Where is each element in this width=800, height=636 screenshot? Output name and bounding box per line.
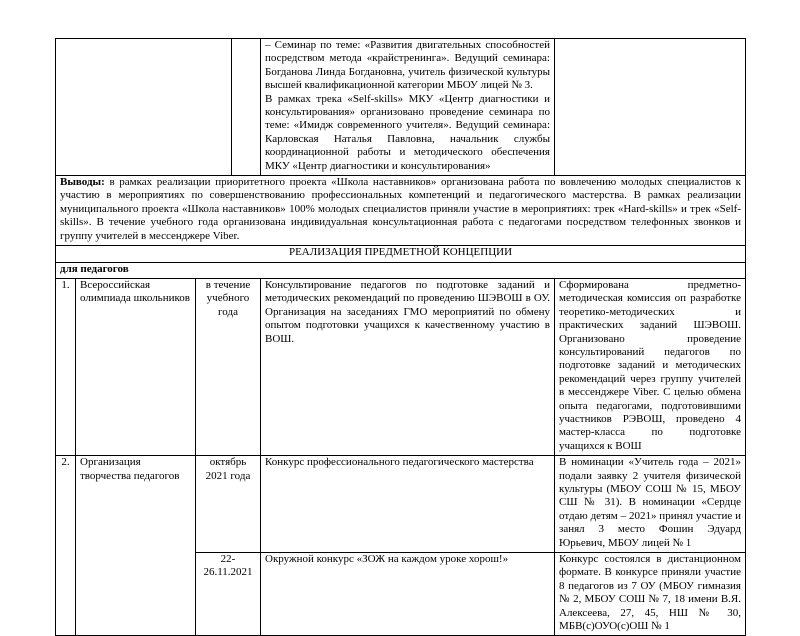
- cell-row1-result: Сформирована предметно-методическая комиссия оп разработке теоретико-методических и практических заданий ШЭВОШ. Организовано проведение консультирований педагогов по подготовке заданий и методических рекомендаций через группу учителей в мессенджере Viber. С целью обмена опыта педагогами, подготовившими участников РЭВОШ, проведено 4 мастер-класса по подготовке учащихся к ВОШ: [555, 278, 746, 455]
- cell-row1-name: Всероссийская олимпиада школьников: [76, 278, 196, 455]
- cell-empty-right: [555, 39, 746, 176]
- conclusions-row: [56, 176, 746, 246]
- cell-row2-number: 2.: [56, 456, 76, 636]
- cell-row2b-period: 22-26.11.2021: [196, 553, 261, 636]
- section-title-row: [56, 246, 746, 262]
- report-table: [55, 38, 746, 636]
- seminar-paragraph: – Семинар по теме: «Развития двигательных способностей посредством метода «крайстренинга». Ведущий семинара: Богданова Линда Богдановна, учитель физической культуры высшей квалификационной категории МБОУ лицей № 3.: [265, 39, 550, 92]
- cell-row2a-period: октябрь 2021 года: [196, 456, 261, 553]
- subsection-title: для педагогов: [56, 262, 746, 278]
- cell-row2b-activity: Окружной конкурс «ЗОЖ на каждом уроке хорош!»: [261, 553, 555, 636]
- cell-conclusions: [56, 176, 746, 246]
- cell-empty-left: [56, 39, 232, 176]
- cell-row1-number: 1.: [56, 278, 76, 455]
- conclusions-text: в рамках реализации приоритетного проекта «Школа наставников» организована работа по вовлечению молодых специалистов к участию в мероприятиях по совершенствованию профессиональных компетенций и педагогического мастерства. В рамках реализации муниципального проекта «Школа наставников» 100% молодых специалистов приняли участие в мероприятиях: трек «Hard-skills» и трек «Self-skills». В течение учебного года организована индивидуальная консультационная работа с педагогами посредством телефонных звонков и группу учителей в мессенджере Viber.: [60, 176, 742, 242]
- section-title: РЕАЛИЗАЦИЯ ПРЕДМЕТНОЙ КОНЦЕПЦИИ: [56, 246, 746, 262]
- conclusions-label: Выводы:: [60, 176, 105, 189]
- cell-row1-activity: Консультирование педагогов по подготовке заданий и методических рекомендаций по проведению ШЭВОШ в ОУ. Организация на заседаниях ГМО мероприятий по обмену опытом подготовки учащихся к качественному участию в ВОШ.: [261, 278, 555, 455]
- cell-row1-period: в течение учебного года: [196, 278, 261, 455]
- cell-row2a-activity: Конкурс профессионального педагогического мастерства: [261, 456, 555, 553]
- row-2a: [56, 456, 746, 553]
- cell-seminar-activity: [261, 39, 555, 176]
- track-paragraph: В рамках трека «Self-skills» МКУ «Центр диагностики и консультирования» организовано проведение семинара по теме: «Имидж современного учителя». Ведущий семинара: Карловская Наталья Павловна, начальник службы координационной работы и методического обеспечения МКУ «Центр диагностики и консультирования»: [265, 92, 550, 172]
- row-1: [56, 278, 746, 455]
- seminar-row: [56, 39, 746, 176]
- cell-empty-gap: [232, 39, 261, 176]
- subsection-row: [56, 262, 746, 278]
- cell-row2b-result: Конкурс состоялся в дистанционном формате. В конкурсе приняли участие 8 педагогов из 7 ОУ (МБОУ гимназия № 2, МБОУ СОШ № 7, 18 имени В.Я. Алексеева, 27, 45, НШ № 30, МБВ(с)ОУО(с)ОШ № 1: [555, 553, 746, 636]
- cell-row2a-result: В номинации «Учитель года – 2021» подали заявку 2 учителя физической культуры (МБОУ СОШ № 15, МБОУ СШ № 31). В номинации «Сердце отдаю детям – 2021» принял участие и занял 3 место Фошин Эдуард Юрьевич, МБОУ лицей № 1: [555, 456, 746, 553]
- cell-row2-name: Организация творчества педагогов: [76, 456, 196, 636]
